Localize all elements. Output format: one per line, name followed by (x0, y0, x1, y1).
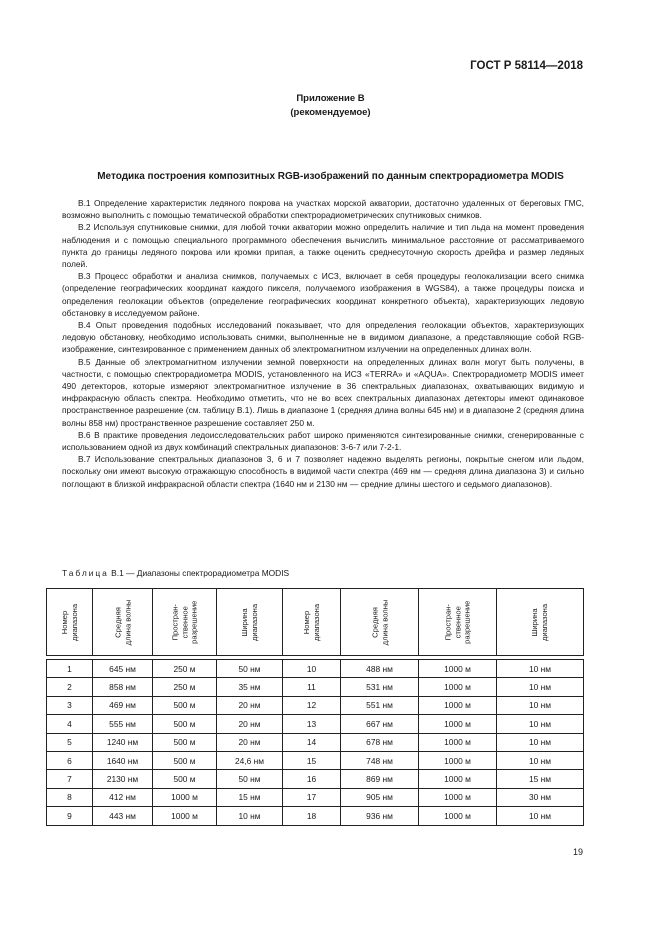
column-header-line: Простран- (170, 603, 180, 641)
paragraph-b4: В.4 Опыт проведения подобных исследований показывает, что для определения геолокации объектов, характеризующих ледовую обстановку, необходимо использовать снимки, выполненные не в видимом диапазоне, а представляющие собой RGB-изображение, синтезированное с применением данных об электромагнитном излучении на определенных длинах волн. (62, 320, 584, 355)
section-title: Методика построения композитных RGB-изображений по данным спектрорадиометра MODIS (97, 171, 564, 182)
table-cell: 13 (283, 715, 341, 733)
table-cell: 748 нм (341, 751, 419, 769)
table-row (47, 715, 584, 733)
table-cell: 1000 м (419, 678, 497, 696)
table-cell: 412 нм (93, 788, 153, 806)
column-header-line: диапазона (69, 603, 79, 641)
column-header (47, 589, 93, 656)
table-cell: 500 м (153, 751, 217, 769)
paragraph-b7: В.7 Использование спектральных диапазонов 3, 6 и 7 позволяет надежно выделять регионы, покрытые снегом или льдом, поскольку они имеют высокую отражающую способность в видимой части спектра (469 нм — средняя длина диапазона 3) и сильно поглощают в близкой инфракрасной области спектра (1640 нм и 2130 нм — средние длины шестого и седьмого диапазонов). (62, 454, 584, 489)
column-header-label (370, 599, 389, 645)
table-row (47, 751, 584, 769)
table-cell: 1 (47, 660, 93, 678)
column-header-line: разрешение (462, 600, 472, 644)
table-cell: 20 нм (217, 715, 283, 733)
table-row (47, 660, 584, 678)
table-cell: 469 нм (93, 696, 153, 714)
table-cell: 250 м (153, 660, 217, 678)
table-cell: 5 (47, 733, 93, 751)
table-cell: 1000 м (419, 715, 497, 733)
table-cell: 1000 м (419, 733, 497, 751)
column-header-label (443, 600, 472, 643)
document-code: ГОСТ Р 58114—2018 (470, 60, 583, 72)
paragraph-b1: В.1 Определение характеристик ледяного покрова на участках морской акватории, достаточно удаленных от береговых ГМС, возможно выполнить с помощью тематической обработки спектрорадиометрических спутниковых снимков. (62, 198, 584, 221)
column-header-line: диапазона (540, 603, 549, 641)
table-cell: 18 (283, 807, 341, 825)
table-cell: 20 нм (217, 696, 283, 714)
table-cell: 645 нм (93, 660, 153, 678)
column-header-line: длина волны (122, 599, 132, 645)
table-cell: 555 нм (93, 715, 153, 733)
appendix-note: (рекомендуемое) (290, 107, 371, 118)
column-header-line: Средняя (370, 606, 379, 638)
table-row (47, 678, 584, 696)
column-header-label (240, 603, 259, 640)
table-cell: 488 нм (341, 660, 419, 678)
table-cell: 4 (47, 715, 93, 733)
table-cell: 10 (283, 660, 341, 678)
column-header-label (302, 603, 321, 640)
table-cell: 6 (47, 751, 93, 769)
table-cell: 500 м (153, 770, 217, 788)
table-cell: 1000 м (153, 807, 217, 825)
table-header-row (47, 589, 584, 656)
table-cell: 1640 нм (93, 751, 153, 769)
paragraph-b6: В.6 В практике проведения ледоисследовательских работ широко применяются синтезированные снимки, сгенерированные с использованием одной из двух комбинаций спектральных диапазонов: 3-6-7 или 7-2-1. (62, 429, 584, 453)
page-number: 19 (572, 847, 583, 857)
table-cell: 10 нм (217, 807, 283, 825)
table-cell: 2 (47, 678, 93, 696)
table-cell: 10 нм (497, 678, 584, 696)
table-cell: 30 нм (497, 788, 584, 806)
paragraph-b2: В.2 Используя спутниковые снимки, для любой точки акватории можно определить наличие и тип льда на момент проведения наблюдения и с помощью специального программного обеспечения вычислить минимальное расстояние от рассматриваемого пункта до границы ледяного покрова или кромки припая, а также оценить среднесуточную скорость дрейфа и размер ледяных полей. (62, 222, 584, 270)
column-header-line: ственное (179, 605, 189, 639)
paragraph-b5: В.5 Данные об электромагнитном излучении земной поверхности на определенных длинах волн могут быть получены, в частности, с помощью спектрорадиометра MODIS, установленного на ИСЗ «TERRA» и «AQUA». Спектрорадиометр MODIS имеет 490 детекторов, которые измеряют электромагнитное излучение в 36 спектральных диапазонах, охватывающих видимую и инфракрасную область спектра. Необходимо отметить, что не во всех спектральных диапазонах детекторы имеют одинаковое пространственное разрешение (см. таблицу В.1). Лишь в диапазоне 1 (средняя длина волны 645 нм) и в диапазоне 2 (средняя длина волны 858 нм) пространственное разрешение составляет 250 м. (62, 356, 584, 428)
table-cell: 15 (283, 751, 341, 769)
table-cell: 1000 м (419, 660, 497, 678)
table-cell: 500 м (153, 715, 217, 733)
column-header-label (113, 599, 132, 645)
table-cell: 869 нм (341, 770, 419, 788)
table-cell: 936 нм (341, 807, 419, 825)
table-cell: 24,6 нм (217, 751, 283, 769)
table-cell: 678 нм (341, 733, 419, 751)
appendix-title: Приложение В (296, 93, 365, 104)
table-cell: 9 (47, 807, 93, 825)
column-header-line: Номер (60, 610, 69, 634)
column-header (217, 589, 283, 656)
column-header-line: Средняя (113, 606, 122, 638)
table-cell: 10 нм (497, 733, 584, 751)
column-header-line: разрешение (189, 600, 199, 644)
table-cell: 1000 м (419, 751, 497, 769)
table-cell: 2130 нм (93, 770, 153, 788)
table-cell: 50 нм (217, 770, 283, 788)
table-cell: 1000 м (419, 770, 497, 788)
table-row (47, 696, 584, 714)
table-cell: 250 м (153, 678, 217, 696)
table-cell: 551 нм (341, 696, 419, 714)
table-cell: 8 (47, 788, 93, 806)
table-cell: 3 (47, 696, 93, 714)
table-caption-text: В.1 — Диапазоны спектрорадиометра MODIS (108, 568, 290, 578)
table-cell: 500 м (153, 733, 217, 751)
table-cell: 15 нм (217, 788, 283, 806)
table-cell: 1000 м (419, 807, 497, 825)
table-cell: 16 (283, 770, 341, 788)
table-cell: 17 (283, 788, 341, 806)
table-cell: 15 нм (497, 770, 584, 788)
table-cell: 12 (283, 696, 341, 714)
column-header-line: диапазона (249, 603, 259, 641)
appendix-heading (0, 92, 661, 120)
column-header (419, 589, 497, 656)
table-cell: 905 нм (341, 788, 419, 806)
table-cell: 11 (283, 678, 341, 696)
column-header-label (170, 600, 199, 643)
table-cell: 443 нм (93, 807, 153, 825)
table-cell: 14 (283, 733, 341, 751)
column-header-line: диапазона (311, 603, 321, 641)
table-cell: 1000 м (419, 788, 497, 806)
column-header-line: ственное (452, 605, 462, 639)
column-header-label (60, 603, 79, 640)
table-cell: 35 нм (217, 678, 283, 696)
column-header (283, 589, 341, 656)
table-cell: 858 нм (93, 678, 153, 696)
column-header (93, 589, 153, 656)
modis-bands-table (46, 588, 584, 826)
column-header-line: Простран- (443, 603, 453, 641)
table-caption-prefix: Таблица (62, 568, 109, 578)
table-cell: 1000 м (153, 788, 217, 806)
column-header-line: Ширина (240, 607, 249, 637)
table-cell: 10 нм (497, 751, 584, 769)
column-header-line: длина волны (379, 599, 389, 645)
table-cell: 7 (47, 770, 93, 788)
table-cell: 500 м (153, 696, 217, 714)
column-header (341, 589, 419, 656)
body-text (62, 197, 584, 490)
column-header-line: Ширина (530, 607, 540, 637)
table-cell: 10 нм (497, 807, 584, 825)
table-cell: 10 нм (497, 715, 584, 733)
table-cell: 667 нм (341, 715, 419, 733)
table-row (47, 807, 584, 825)
table-row (47, 770, 584, 788)
table-cell: 531 нм (341, 678, 419, 696)
column-header (153, 589, 217, 656)
table-cell: 1000 м (419, 696, 497, 714)
table-row (47, 733, 584, 751)
column-header-line: Номер (302, 610, 311, 634)
table-cell: 1240 нм (93, 733, 153, 751)
table-caption (62, 568, 289, 578)
table-row (47, 788, 584, 806)
column-header-label (531, 603, 550, 640)
paragraph-b3: В.3 Процесс обработки и анализа снимков, получаемых с ИСЗ, включает в себя процедуры геолокализации всего снимка (определение географических координат каждого пикселя, получаемого изображения в WGS84), а также процедуры поиска и определения геолокации объектов (определение географических координат конкретного объекта), характеризующих ледовую обстановку в исследуемом районе. (62, 271, 584, 318)
table-cell: 50 нм (217, 660, 283, 678)
table-cell: 10 нм (497, 660, 584, 678)
table-cell: 20 нм (217, 733, 283, 751)
table-cell: 10 нм (497, 696, 584, 714)
column-header (497, 589, 584, 656)
